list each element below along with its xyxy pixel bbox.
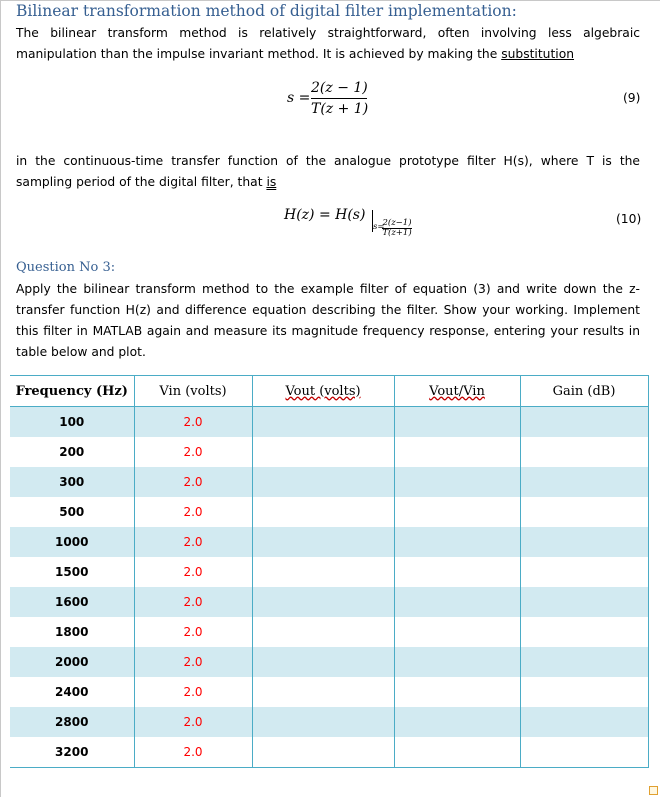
question-text: Apply the bilinear transform method to the example filter of equation (3) and write down the z-transfer function H(z) and difference equation describing the filter. Show your working. Implement this filter in MATLAB again and measure its magnitude frequency response, entering your results in table below and plot. [16,282,640,359]
table-row [10,647,648,677]
gain-cell[interactable] [520,467,648,497]
is-word: is [266,175,277,189]
results-table [10,375,649,768]
vout-cell[interactable] [252,587,394,617]
vin-cell: 2.0 [134,677,252,707]
vout-cell[interactable] [252,557,394,587]
page-border-top [0,0,660,1]
corner-marker-icon [649,786,658,795]
vin-cell: 2.0 [134,497,252,527]
eq10-sub-denominator: T(z+1) [382,228,412,238]
gain-cell[interactable] [520,497,648,527]
header-vout-text: Vout (volts) [285,383,361,399]
vout-cell[interactable] [252,707,394,737]
header-vin: Vin (volts) [134,376,252,407]
eq10-sub-fraction [382,219,412,238]
table-row [10,437,648,467]
gain-cell[interactable] [520,437,648,467]
vout-cell[interactable] [252,497,394,527]
vin-cell: 2.0 [134,707,252,737]
table-row [10,707,648,737]
freq-cell: 300 [10,467,134,497]
vout-vin-cell[interactable] [394,497,520,527]
header-vout [252,376,394,407]
table-row [10,557,648,587]
eq9-lhs: s = [287,90,311,106]
gain-cell[interactable] [520,527,648,557]
equation-number-9: (9) [623,91,641,105]
vout-vin-cell[interactable] [394,557,520,587]
gain-cell[interactable] [520,677,648,707]
vout-vin-cell[interactable] [394,527,520,557]
vout-vin-cell[interactable] [394,617,520,647]
gain-cell[interactable] [520,647,648,677]
gain-cell[interactable] [520,587,648,617]
gain-cell[interactable] [520,407,648,438]
eq9-denominator: T(z + 1) [311,101,369,117]
vout-cell[interactable] [252,677,394,707]
gain-cell[interactable] [520,557,648,587]
table-row [10,677,648,707]
vin-cell: 2.0 [134,557,252,587]
table-row [10,617,648,647]
vout-cell[interactable] [252,407,394,438]
vout-cell[interactable] [252,467,394,497]
vout-vin-cell[interactable] [394,407,520,438]
header-vout-vin-text: Vout/Vin [429,383,485,399]
eq10-main: H(z) = H(s) [284,207,366,223]
table-row [10,497,648,527]
vin-cell: 2.0 [134,437,252,467]
table-row [10,467,648,497]
eq10-sub-var: s= [373,222,385,232]
freq-cell: 1600 [10,587,134,617]
table-row [10,407,648,438]
vin-cell: 2.0 [134,737,252,768]
freq-cell: 3200 [10,737,134,768]
transfer-paragraph [16,151,640,193]
vin-cell: 2.0 [134,527,252,557]
vin-cell: 2.0 [134,647,252,677]
equation-10 [280,207,420,243]
vout-vin-cell[interactable] [394,437,520,467]
transfer-text: in the continuous-time transfer function of the analogue prototype filter H(s), where T is the sampling period of the digital filter, that [16,154,640,189]
header-gain: Gain (dB) [520,376,648,407]
table-row [10,587,648,617]
vout-vin-cell[interactable] [394,737,520,768]
vin-cell: 2.0 [134,467,252,497]
equation-number-10: (10) [616,212,642,226]
substitution-word: substitution [501,47,575,61]
vout-cell[interactable] [252,737,394,768]
question-heading: Question No 3: [16,260,116,275]
freq-cell: 500 [10,497,134,527]
vout-vin-cell[interactable] [394,647,520,677]
table-row [10,737,648,768]
freq-cell: 1800 [10,617,134,647]
eq9-numerator: 2(z − 1) [311,79,367,99]
freq-cell: 1500 [10,557,134,587]
freq-cell: 100 [10,407,134,438]
freq-cell: 200 [10,437,134,467]
table-row [10,527,648,557]
vout-cell[interactable] [252,617,394,647]
table-header-row [10,376,648,407]
gain-cell[interactable] [520,737,648,768]
vin-cell: 2.0 [134,617,252,647]
freq-cell: 1000 [10,527,134,557]
gain-cell[interactable] [520,617,648,647]
intro-paragraph [16,23,640,65]
freq-cell: 2000 [10,647,134,677]
vout-cell[interactable] [252,437,394,467]
vout-vin-cell[interactable] [394,587,520,617]
vout-vin-cell[interactable] [394,707,520,737]
header-frequency: Frequency (Hz) [10,376,134,407]
vout-cell[interactable] [252,647,394,677]
vout-vin-cell[interactable] [394,677,520,707]
header-vout-vin [394,376,520,407]
section-title: Bilinear transformation method of digital filter implementation: [16,2,517,20]
freq-cell: 2800 [10,707,134,737]
page-border-left [0,0,1,797]
vin-cell: 2.0 [134,587,252,617]
eq9-fraction [311,79,367,119]
gain-cell[interactable] [520,707,648,737]
vout-vin-cell[interactable] [394,467,520,497]
table-body [10,407,648,768]
freq-cell: 2400 [10,677,134,707]
vout-cell[interactable] [252,527,394,557]
eq10-sub-numerator: 2(z−1) [382,218,412,228]
vin-cell: 2.0 [134,407,252,438]
intro-text: The bilinear transform method is relatively straightforward, often involving less algebraic manipulation than the impulse invariant method. It is achieved by making the [16,26,640,61]
